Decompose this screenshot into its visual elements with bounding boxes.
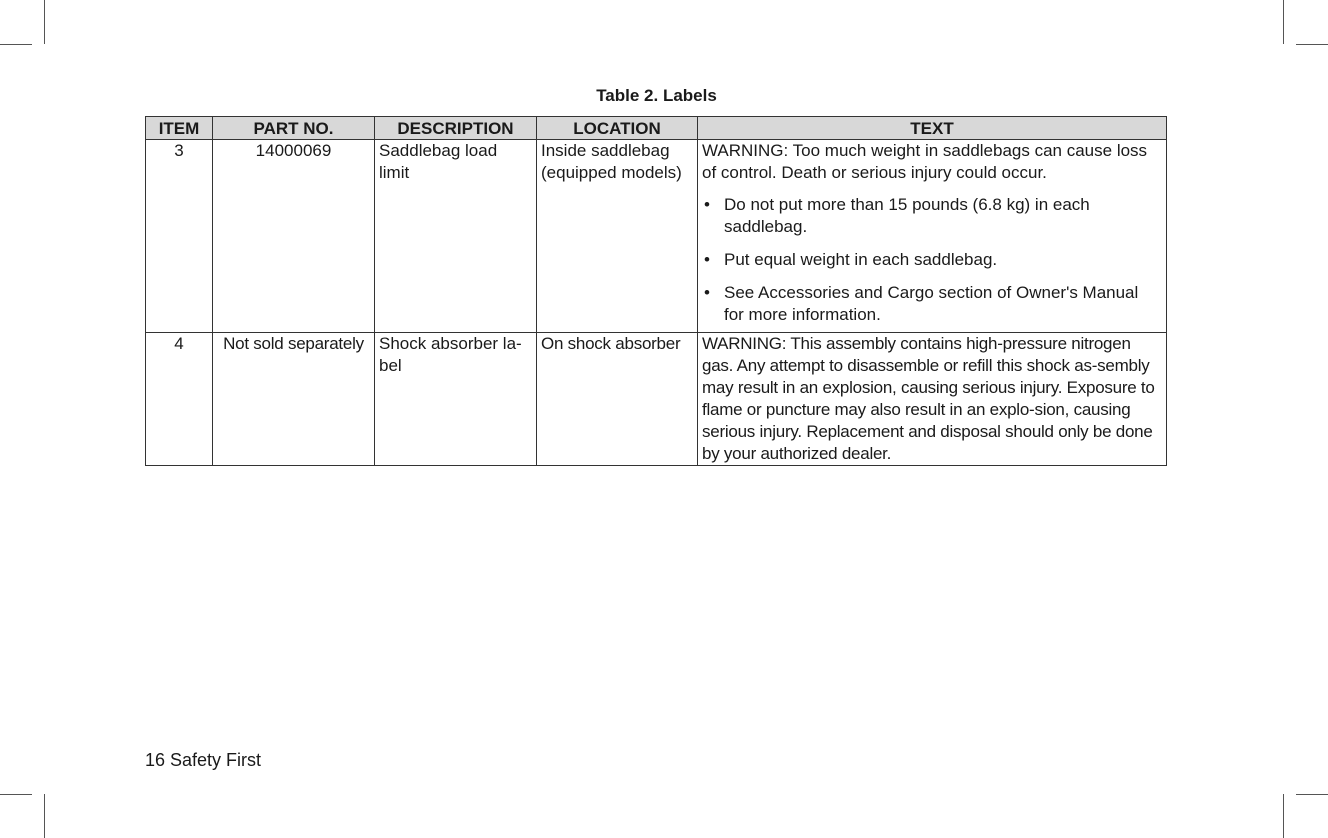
list-item [702, 249, 1162, 271]
list-item [702, 194, 1162, 238]
page-footer: 16 Safety First [145, 750, 262, 770]
bullet-list [702, 194, 1162, 326]
labels-table [145, 116, 1167, 466]
column-header-item: ITEM [146, 117, 213, 140]
table-row [146, 140, 1167, 333]
cell-text [698, 333, 1167, 466]
column-header-part-no: PART NO. [213, 117, 375, 140]
cell-part-no: 14000069 [213, 140, 375, 333]
crop-mark [44, 794, 45, 838]
bullet-text: Do not put more than 15 pounds (6.8 kg) in each saddlebag. [724, 195, 1090, 236]
cell-description: Shock absorber la-bel [375, 333, 537, 466]
column-header-description: DESCRIPTION [375, 117, 537, 140]
bullet-icon: • [704, 283, 710, 302]
crop-mark [1296, 44, 1328, 45]
bullet-text: Put equal weight in each saddlebag. [724, 250, 998, 269]
table-row [146, 333, 1167, 466]
cell-description: Saddlebag load limit [375, 140, 537, 333]
warning-text: WARNING: This assembly contains high-pressure nitrogen gas. Any attempt to disassemble or refill this shock as-sembly may result in an explosion, causing serious injury. Exposure to flame or puncture may also result in an explo-sion, causing serious injury. Replacement and disposal should only be done by your authorized dealer. [702, 334, 1155, 463]
crop-mark [1296, 794, 1328, 795]
bullet-text: See Accessories and Cargo section of Owner's Manual for more information. [724, 283, 1139, 324]
table-title: Table 2. Labels [596, 86, 717, 105]
bullet-icon: • [704, 195, 710, 214]
cell-item: 3 [146, 140, 213, 333]
crop-mark [0, 794, 32, 795]
list-item [702, 282, 1162, 326]
crop-mark [1283, 0, 1284, 44]
warning-text: WARNING: Too much weight in saddlebags can cause loss of control. Death or serious injury could occur. [702, 141, 1148, 182]
table-header-row [146, 117, 1167, 140]
cell-item: 4 [146, 333, 213, 466]
cell-part-no: Not sold separately [213, 333, 375, 466]
cell-text [698, 140, 1167, 333]
bullet-icon: • [704, 250, 710, 269]
cell-location: On shock absorber [537, 333, 698, 466]
column-header-location: LOCATION [537, 117, 698, 140]
column-header-text: TEXT [698, 117, 1167, 140]
crop-mark [44, 0, 45, 44]
cell-location: Inside saddlebag (equipped models) [537, 140, 698, 333]
crop-mark [1283, 794, 1284, 838]
crop-mark [0, 44, 32, 45]
